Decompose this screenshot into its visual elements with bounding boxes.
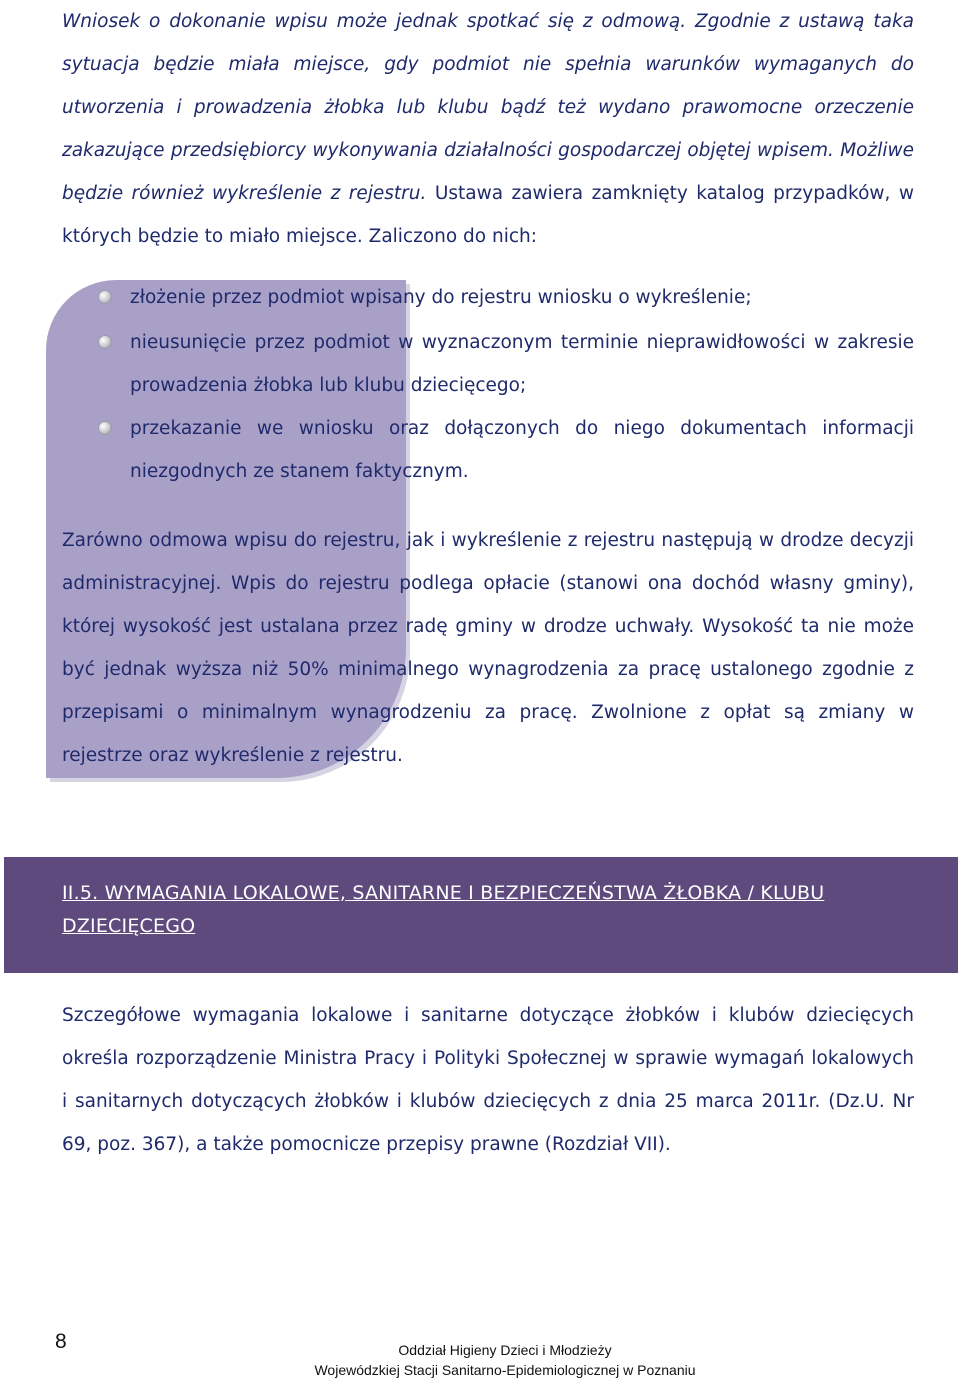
footer-line-1: Oddział Higieny Dzieci i Młodzieży [398, 1342, 612, 1358]
paragraph-refusal-sentence-2: Ustawa zawiera zamknięty katalog przypadków, w których będzie to miało miejsce. Zaliczono do nich: [62, 183, 914, 247]
list-item-text: złożenie przez podmiot wpisany do rejestru wniosku o wykreślenie; [130, 287, 752, 308]
section-title: II.5. WYMAGANIA LOKALOWE, SANITARNE I BEZPIECZEŃSTWA ŻŁOBKA / KLUBU DZIECIĘCEGO [62, 882, 825, 937]
bullet-icon [98, 290, 112, 304]
footer [270, 1340, 740, 1380]
list-item [130, 407, 914, 493]
section-banner [4, 857, 958, 973]
list-item [130, 276, 914, 319]
paragraph-refusal [62, 0, 914, 258]
paragraph-requirements: Szczegółowe wymagania lokalowe i sanitarne dotyczące żłobków i klubów dziecięcych określa rozporządzenie Ministra Pracy i Polityki Społecznej w sprawie wymagań lokalowych i sanitarnych dotyczących żłobków i klubów dziecięcych z dnia 25 marca 2011r. (Dz.U. Nr 69, poz. 367), a także pomocnicze przepisy prawne (Rozdział VII). [62, 1005, 914, 1155]
paragraph-fees: Zarówno odmowa wpisu do rejestru, jak i wykreślenie z rejestru następują w drodze decyzji administracyjnej. Wpis do rejestru podlega opłacie (stanowi ona dochód własny gminy), której wysokość jest ustalana przez radę gminy w drodze uchwały. Wysokość ta nie może być jednak wyższa niż 50% minimalnego wynagrodzenia za pracę ustalonego zgodnie z przepisami o minimalnym wynagrodzeniu za pracę. Zwolnione z opłat są zmiany w rejestrze oraz wykreślenie z rejestru. [62, 530, 914, 766]
page-number: 8 [55, 1330, 67, 1353]
list-item-text: przekazanie we wniosku oraz dołączonych do niego dokumentach informacji niezgodnych ze stanem faktycznym. [130, 418, 914, 482]
paragraph-refusal-sentence-1: Wniosek o dokonanie wpisu może jednak spotkać się z odmową. Zgodnie z ustawą taka sytuacja będzie miała miejsce, gdy podmiot nie spełnia warunków wymaganych do utworzenia i prowadzenia żłobka lub klubu bądź też wydano prawomocne orzeczenie zakazujące przedsiębiorcy wykonywania działalności gospodarczej objętej wpisem. Możliwe będzie również wykreślenie z rejestru. [62, 11, 914, 204]
footer-line-2: Wojewódzkiej Stacji Sanitarno-Epidemiologicznej w Poznaniu [314, 1362, 696, 1378]
bullet-icon [98, 421, 112, 435]
list-item-text: nieusunięcie przez podmiot w wyznaczonym terminie nieprawidłowości w zakresie prowadzenia żłobka lub klubu dziecięcego; [130, 332, 914, 396]
list-item [130, 321, 914, 407]
bullet-icon [98, 335, 112, 349]
